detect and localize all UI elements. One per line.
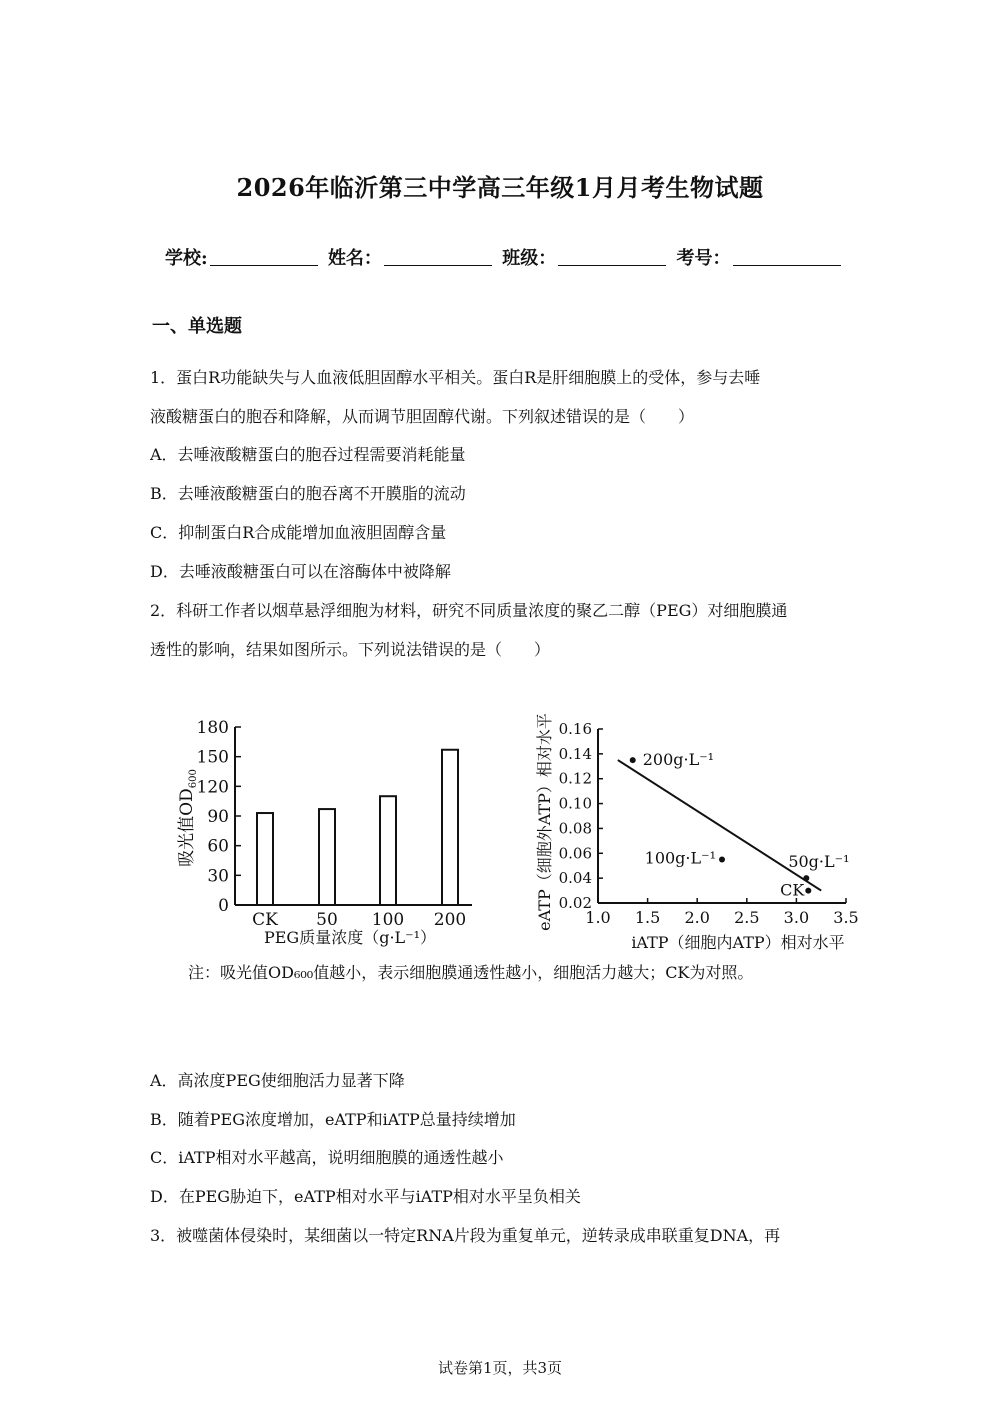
class-blank[interactable]	[558, 247, 666, 266]
scatter-point-label: 50g·L⁻¹	[788, 852, 850, 872]
scatter-y-tick-label: 0.10	[558, 794, 592, 813]
q1-stem-line2: 液酸糖蛋白的胞吞和降解，从而调节胆固醇代谢。下列叙述错误的是（ ）	[150, 407, 695, 426]
school-blank[interactable]	[210, 247, 318, 266]
page-title: 2026年临沂第三中学高三年级1月月考生物试题	[236, 173, 764, 202]
scatter-x-tick-label: 3.0	[783, 908, 810, 927]
scatter-y-tick-label: 0.12	[558, 769, 592, 788]
q1-stem-line1: 1．蛋白R功能缺失与人血液低胆固醇水平相关。蛋白R是肝细胞膜上的受体，参与去唾	[150, 368, 761, 387]
q2-stem-line2: 透性的影响，结果如图所示。下列说法错误的是（ ）	[150, 640, 551, 659]
class-label: 班级：	[502, 248, 557, 269]
student-info-line	[165, 244, 845, 270]
q1-option-a[interactable]: A．去唾液酸糖蛋白的胞吞过程需要消耗能量	[150, 445, 466, 464]
bar-y-tick-label: 120	[196, 777, 229, 798]
scatter-x-tick-label: 3.5	[833, 908, 859, 927]
bar-y-tick-label: 60	[207, 836, 229, 857]
bar-y-tick-label: 0	[218, 896, 229, 916]
bar-50	[319, 809, 335, 905]
bar-x-tick-label: 200	[433, 910, 467, 930]
bar-y-axis-label: 吸光值$OD_{600}$	[177, 769, 199, 867]
bar-x-axis-label: PEG质量浓度（g·L⁻¹）	[263, 928, 437, 947]
bar-y-tick-label: 30	[207, 866, 229, 887]
bar-CK	[257, 813, 273, 905]
bar-200	[442, 750, 458, 905]
scatter-point	[630, 757, 636, 763]
scatter-point	[719, 857, 725, 863]
q2-figure	[170, 672, 890, 992]
number-blank[interactable]	[733, 247, 841, 266]
scatter-x-tick-label: 1.5	[634, 908, 661, 927]
scatter-y-tick-label: 0.08	[558, 819, 592, 838]
bar-y-tick-label: 180	[196, 718, 229, 738]
q1-option-b[interactable]: B．去唾液酸糖蛋白的胞吞离不开膜脂的流动	[150, 484, 466, 503]
name-label: 姓名：	[327, 248, 382, 269]
bar-y-tick-label: 150	[196, 747, 229, 768]
bar-x-tick-label: CK	[252, 910, 278, 930]
scatter-y-tick-label: 0.04	[558, 869, 592, 888]
bar-x-tick-label: 100	[371, 910, 405, 930]
q2-stem-line1: 2．科研工作者以烟草悬浮细胞为材料，研究不同质量浓度的聚乙二醇（PEG）对细胞膜通	[150, 601, 788, 620]
scatter-y-tick-label: 0.14	[558, 744, 592, 763]
scatter-point	[805, 888, 811, 894]
name-blank[interactable]	[384, 247, 492, 266]
section-heading: 一、单选题	[152, 316, 242, 337]
page-footer: 试卷第1页，共3页	[437, 1359, 563, 1377]
q2-option-c[interactable]: C．iATP相对水平越高，说明细胞膜的通透性越小	[150, 1148, 504, 1167]
bar-100	[380, 796, 396, 905]
bar-x-tick-label: 50	[316, 910, 338, 930]
school-label: 学校:	[165, 248, 208, 269]
q3-stem-line1: 3．被噬菌体侵染时，某细菌以一特定RNA片段为重复单元，逆转录成串联重复DNA，再	[150, 1226, 781, 1245]
figure-note: 注：吸光值OD₆₀₀值越小，表示细胞膜通透性越小，细胞活力越大；CK为对照。	[188, 963, 754, 982]
scatter-y-tick-label: 0.06	[558, 844, 592, 863]
scatter-point-label: CK	[780, 880, 805, 900]
scatter-x-tick-label: 2.5	[734, 908, 760, 927]
q2-option-d[interactable]: D．在PEG胁迫下，eATP相对水平与iATP相对水平呈负相关	[150, 1187, 581, 1206]
scatter-x-tick-label: 2.0	[684, 908, 710, 927]
scatter-y-tick-label: 0.16	[558, 720, 592, 738]
q2-option-a[interactable]: A．高浓度PEG使细胞活力显著下降	[150, 1071, 405, 1090]
scatter-point-label: 100g·L⁻¹	[644, 848, 716, 868]
scatter-y-axis-label: eATP（细胞外ATP）相对水平	[535, 713, 554, 931]
scatter-chart	[535, 713, 859, 952]
q1-option-d[interactable]: D．去唾液酸糖蛋白可以在溶酶体中被降解	[150, 562, 451, 581]
bar-chart	[177, 718, 472, 947]
q2-option-b[interactable]: B．随着PEG浓度增加，eATP和iATP总量持续增加	[150, 1110, 516, 1129]
scatter-x-tick-label: 1.0	[585, 908, 611, 927]
q1-option-c[interactable]: C．抑制蛋白R合成能增加血液胆固醇含量	[150, 523, 447, 542]
scatter-y-tick-label: 0.02	[558, 894, 592, 912]
q2-figure-svg	[170, 672, 890, 992]
scatter-point-label: 200g·L⁻¹	[642, 750, 715, 770]
bar-y-tick-label: 90	[207, 807, 229, 827]
scatter-x-axis-label: iATP（细胞内ATP）相对水平	[631, 933, 845, 952]
number-label: 考号：	[676, 248, 731, 269]
